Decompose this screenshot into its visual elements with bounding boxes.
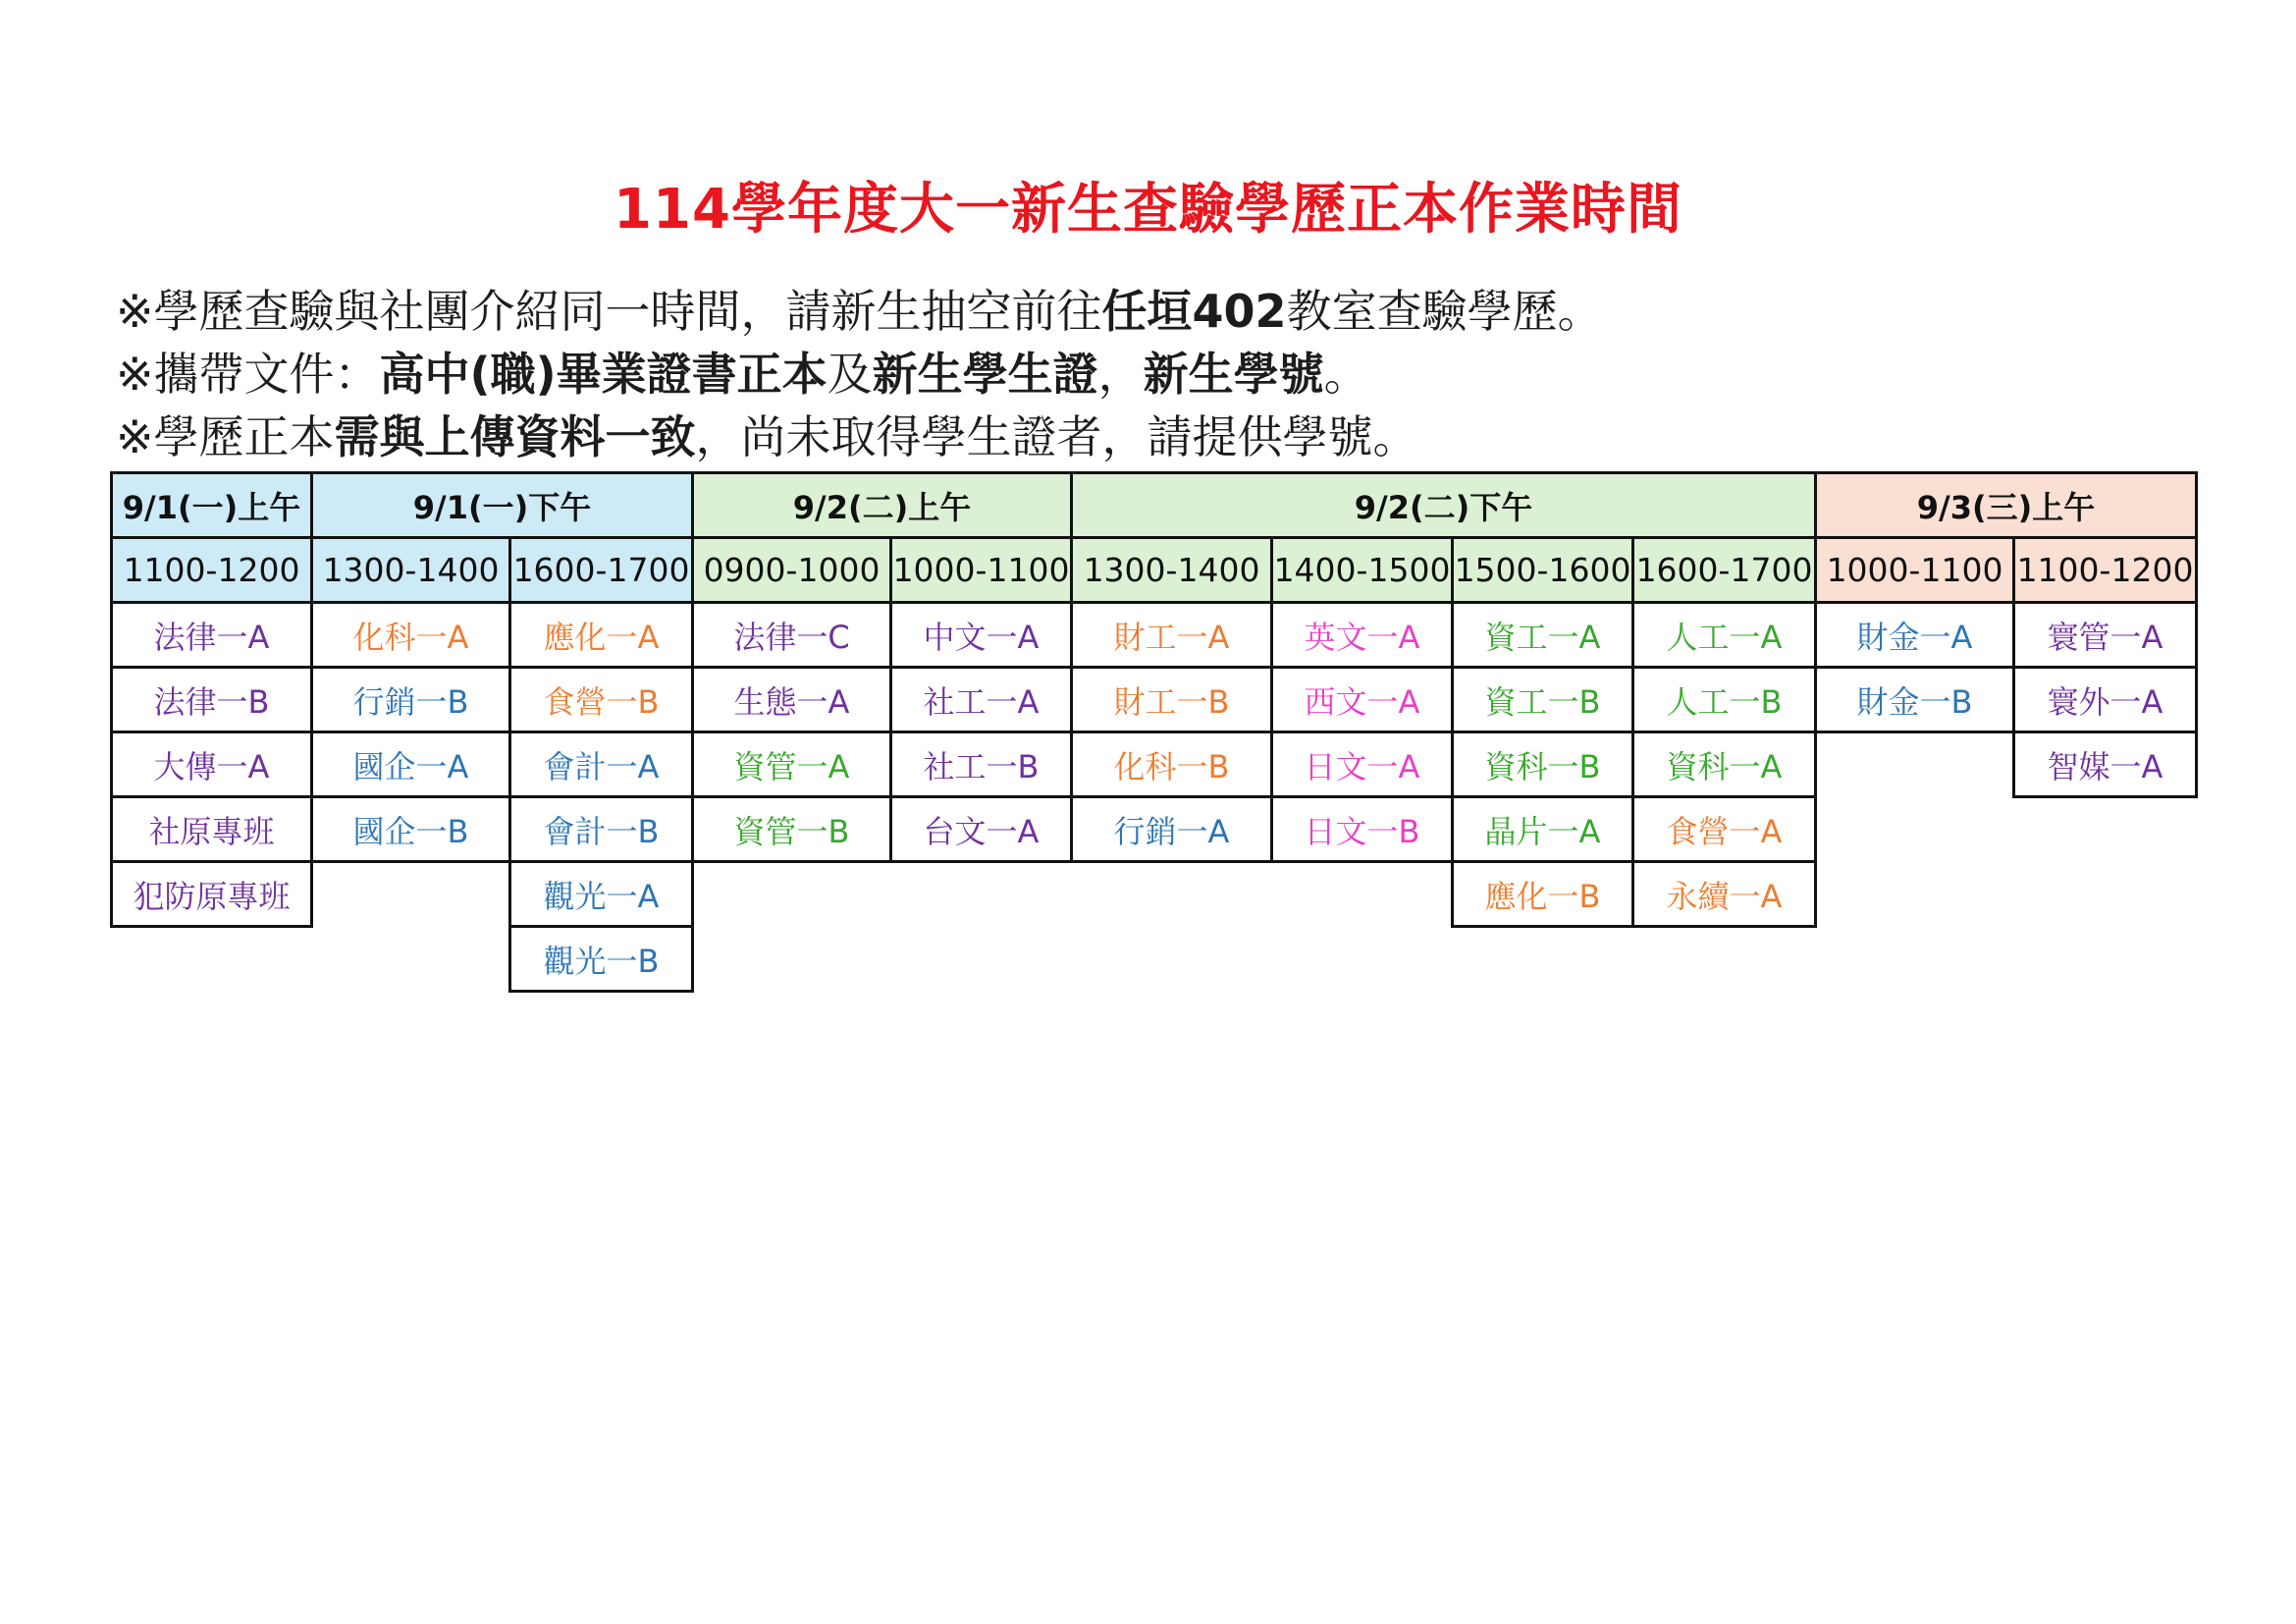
- note-text: 。: [1323, 348, 1369, 401]
- class-cell: 資科一A: [1631, 731, 1817, 798]
- class-cell: 日文一B: [1270, 795, 1454, 863]
- time-slot-header: 1400-1500: [1270, 536, 1454, 604]
- class-cell: 英文一A: [1270, 601, 1454, 669]
- class-cell: 法律一B: [110, 666, 313, 733]
- class-cell: 犯防原專班: [110, 860, 313, 928]
- day-header: 9/2(二)上午: [691, 471, 1073, 539]
- note-text: ※攜帶文件：: [116, 348, 380, 401]
- note-text: ，尚未取得學生證者，請提供學號。: [695, 410, 1418, 463]
- day-header: 9/1(一)上午: [110, 471, 313, 539]
- class-cell: 財金一A: [1814, 601, 2015, 669]
- note-bold-text: 高中(職)畢業證書正本: [379, 348, 828, 401]
- class-cell: 社原專班: [110, 795, 313, 863]
- class-cell: 食營一B: [508, 666, 694, 733]
- class-cell: 應化一B: [1451, 860, 1634, 928]
- class-cell: 國企一B: [310, 795, 511, 863]
- class-cell: 行銷一A: [1070, 795, 1273, 863]
- class-cell: 人工一B: [1631, 666, 1817, 733]
- time-slot-header: 1600-1700: [1631, 536, 1817, 604]
- class-cell: 行銷一B: [310, 666, 511, 733]
- time-slot-header: 1600-1700: [508, 536, 694, 604]
- note-bold-text: 需與上傳資料一致: [334, 410, 696, 463]
- class-cell: 會計一A: [508, 731, 694, 798]
- class-cell: 資管一A: [691, 731, 892, 798]
- note-text: 教室查驗學歷。: [1286, 285, 1603, 338]
- class-cell: 資工一A: [1451, 601, 1634, 669]
- time-slot-header: 1500-1600: [1451, 536, 1634, 604]
- day-header: 9/1(一)下午: [310, 471, 694, 539]
- day-header: 9/3(三)上午: [1814, 471, 2198, 539]
- class-cell: 化科一B: [1070, 731, 1273, 798]
- note-line-3: [116, 408, 1418, 465]
- class-cell: 寰管一A: [2012, 601, 2198, 669]
- class-cell: 食營一A: [1631, 795, 1817, 863]
- class-cell: 法律一A: [110, 601, 313, 669]
- note-bold-text: 新生學號: [1143, 348, 1324, 401]
- class-cell: 台文一A: [889, 795, 1073, 863]
- time-slot-header: 1100-1200: [110, 536, 313, 604]
- class-cell: 人工一A: [1631, 601, 1817, 669]
- class-cell: 會計一B: [508, 795, 694, 863]
- class-cell: 資管一B: [691, 795, 892, 863]
- class-cell: 永續一A: [1631, 860, 1817, 928]
- note-text: 及: [827, 348, 873, 401]
- class-cell: 晶片一A: [1451, 795, 1634, 863]
- time-slot-header: 0900-1000: [691, 536, 892, 604]
- note-line-1: [116, 283, 1603, 340]
- class-cell: 中文一A: [889, 601, 1073, 669]
- note-text: ※學歷正本: [116, 410, 335, 463]
- class-cell: 生態一A: [691, 666, 892, 733]
- time-slot-header: 1000-1100: [1814, 536, 2015, 604]
- class-cell: 應化一A: [508, 601, 694, 669]
- note-line-2: [116, 346, 1369, 403]
- class-cell: 社工一A: [889, 666, 1073, 733]
- class-cell: 財工一A: [1070, 601, 1273, 669]
- class-cell: 財金一B: [1814, 666, 2015, 733]
- class-cell: 寰外一A: [2012, 666, 2198, 733]
- day-header: 9/2(二)下午: [1070, 471, 1817, 539]
- time-slot-header: 1300-1400: [310, 536, 511, 604]
- time-slot-header: 1300-1400: [1070, 536, 1273, 604]
- class-cell: 國企一A: [310, 731, 511, 798]
- time-slot-header: 1100-1200: [2012, 536, 2198, 604]
- class-cell: 觀光一B: [508, 925, 694, 993]
- note-text: ※學歷查驗與社團介紹同一時間，請新生抽空前往: [116, 285, 1102, 338]
- class-cell: 財工一B: [1070, 666, 1273, 733]
- class-cell: 法律一C: [691, 601, 892, 669]
- class-cell: 觀光一A: [508, 860, 694, 928]
- class-cell: 資工一B: [1451, 666, 1634, 733]
- page-title: 114學年度大一新生查驗學歷正本作業時間: [614, 178, 1682, 242]
- class-cell: 西文一A: [1270, 666, 1454, 733]
- class-cell: 智媒一A: [2012, 731, 2198, 798]
- class-cell: 化科一A: [310, 601, 511, 669]
- time-slot-header: 1000-1100: [889, 536, 1073, 604]
- class-cell: 資科一B: [1451, 731, 1634, 798]
- note-bold-text: 新生學生證: [872, 348, 1098, 401]
- class-cell: 日文一A: [1270, 731, 1454, 798]
- note-text: ，: [1097, 348, 1144, 401]
- note-bold-text: 任垣402: [1101, 285, 1287, 338]
- class-cell: 大傳一A: [110, 731, 313, 798]
- class-cell: 社工一B: [889, 731, 1073, 798]
